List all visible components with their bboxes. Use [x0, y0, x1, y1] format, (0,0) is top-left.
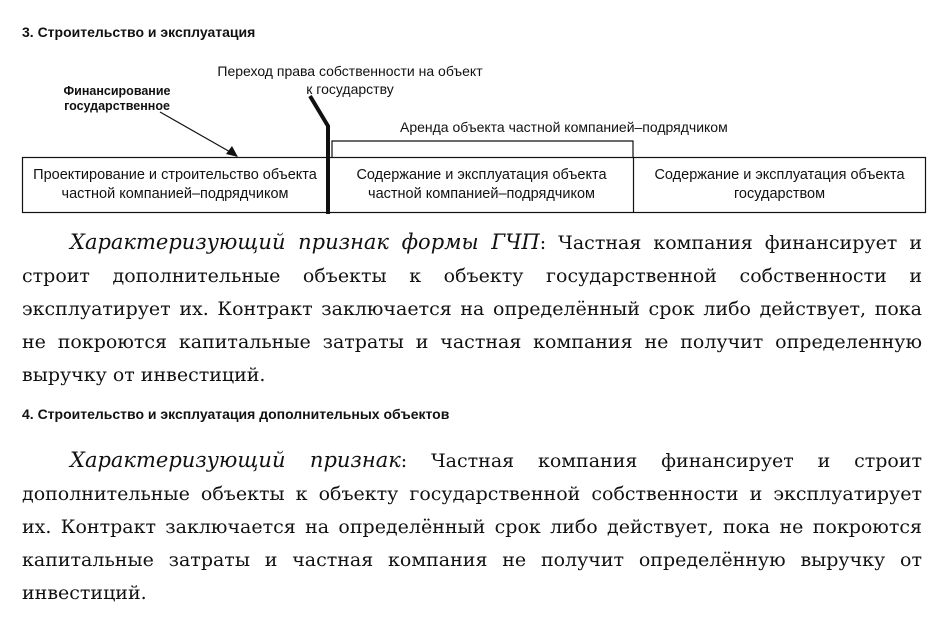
stage-1-line2: частной компанией–подрядчиком	[61, 185, 289, 202]
financing-arrow-head	[226, 146, 238, 157]
stage-2-line2: частной компанией–подрядчиком	[368, 185, 595, 202]
stage-design-build	[22, 157, 328, 212]
transfer-label-line2: к государству	[306, 81, 394, 97]
section-4-paragraph	[22, 444, 922, 610]
stage-3-line1: Содержание и эксплуатация объекта	[654, 166, 905, 183]
financing-label-line1: Финансирование	[63, 84, 171, 98]
transfer-label	[200, 62, 500, 98]
ppp-stage-diagram	[0, 0, 951, 230]
financing-arrow-line	[160, 112, 232, 153]
stage-3-line2: государством	[733, 185, 826, 202]
financing-label-line2: государственное	[64, 99, 170, 113]
stage-2-line1: Содержание и эксплуатация объекта	[356, 166, 607, 183]
section-3-paragraph	[22, 226, 922, 392]
lease-label: Аренда объекта частной компанией–подрядчиком	[400, 119, 728, 135]
section-3-term: Характеризующий признак формы ГЧП	[70, 230, 540, 254]
section-3-heading: 3. Строительство и эксплуатация	[22, 24, 256, 40]
stage-1-line1: Проектирование и строительство объекта	[33, 166, 317, 183]
section-3-text: : Частная компания финансирует и строит дополнительные объекты к объекту государственной собственности и эксплуатирует их. Контракт заключается на определённый срок либо действует, пока не покроются капитальные затраты и частная компания не получит определенную выручку от инвестиций.	[22, 232, 922, 386]
stage-private-operation	[330, 157, 633, 212]
stage-state-operation	[634, 157, 925, 212]
section-4-heading: 4. Строительство и эксплуатация дополнительных объектов	[22, 406, 450, 422]
financing-label	[48, 84, 186, 114]
lease-bracket	[332, 141, 633, 157]
section-4-text: : Частная компания финансирует и строит дополнительные объекты к объекту государственной собственности и эксплуатирует их. Контракт заключается на определённый срок либо действует, пока не покроются капитальные затраты и частная компания не получит определённую выручку от инвестиций.	[22, 450, 922, 604]
section-4-term: Характеризующий признак	[70, 448, 401, 472]
transfer-label-line1: Переход права собственности на объект	[217, 63, 483, 79]
